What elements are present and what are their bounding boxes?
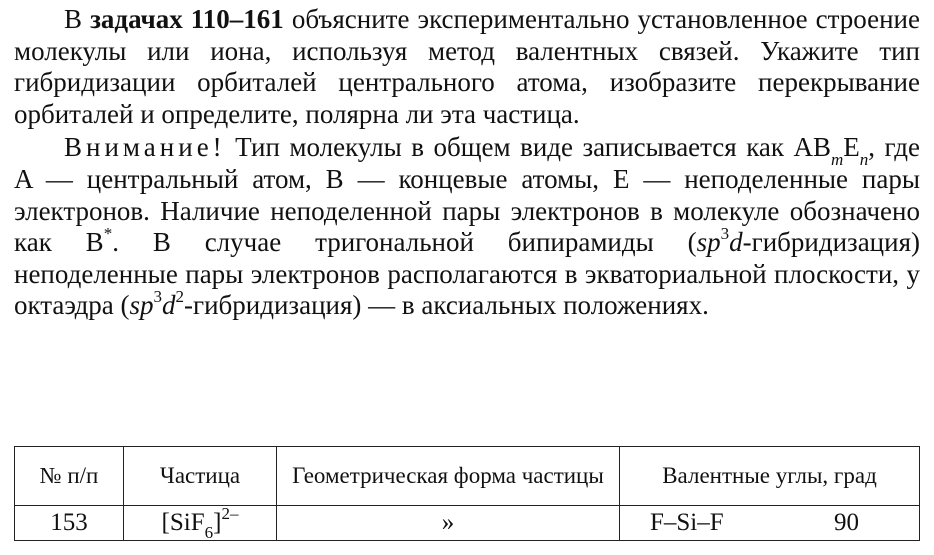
particle-formula: [SiF [161,509,205,536]
subscript-m: m [831,149,844,169]
instruction-text: объясните экспериментально установленное строение молекулы или иона, используя метод валентных связей. Укажите тип гибридизации орбиталей центрального атома, изобразите перекрывание орбиталей и определите, полярна ли эта частица. [14,4,920,129]
particle-charge: 2– [221,503,239,523]
cell-num: 153 [15,506,124,541]
superscript-star: * [103,224,113,244]
subscript-n: n [859,149,869,169]
header-angles: Валентные углы, град [620,447,920,506]
text-block [14,4,920,322]
angle-value: 90 [834,509,859,536]
angle-label: F–Si–F [650,509,724,536]
header-particle: Частица [124,447,277,506]
cell-geometry: » [277,506,620,541]
attention-text-1: Тип молекулы в общем виде записывается как AB [225,132,832,163]
sup-3-b: 3 [153,287,163,307]
cell-angles [620,506,920,541]
cell-particle [124,503,277,542]
particle-bracket: ] [213,509,222,536]
table-header-row [15,447,920,506]
particle-subscript: 6 [204,523,214,542]
header-num: № п/п [15,447,124,506]
attention-paragraph [14,132,920,322]
d-term-2: d [162,290,176,321]
sup-3-a: 3 [720,224,730,244]
attention-text-3: . В случае тригональной бипирамиды ( [112,227,697,258]
sp-term-2: sp [129,290,154,321]
attention-text-2: , где A — центральный атом, B — концевые атомы, E — неподеленные пары электронов. Наличие неподеленной пары электронов в молекуле обозначено как B [14,132,920,258]
d-term-1: d [729,227,743,258]
table-row [15,506,920,541]
attention-word: Внимание! [64,132,226,163]
problems-table [14,446,920,541]
instruction-paragraph [14,4,920,130]
attention-text-5: -гибридизация) — в аксиальных положениях. [184,290,709,321]
attention-text-4: -гибридизация) неподеленные пары электронов располагаются в экваториальной плоскости, у октаэдра ( [14,227,920,321]
sp-term-1: sp [696,227,721,258]
header-geometry: Геометрическая форма частицы [277,447,620,506]
letter-e: E [843,132,860,163]
intro-word: В [64,4,83,34]
problems-range: задачах 110–161 [90,4,284,34]
sup-2: 2 [175,287,185,307]
